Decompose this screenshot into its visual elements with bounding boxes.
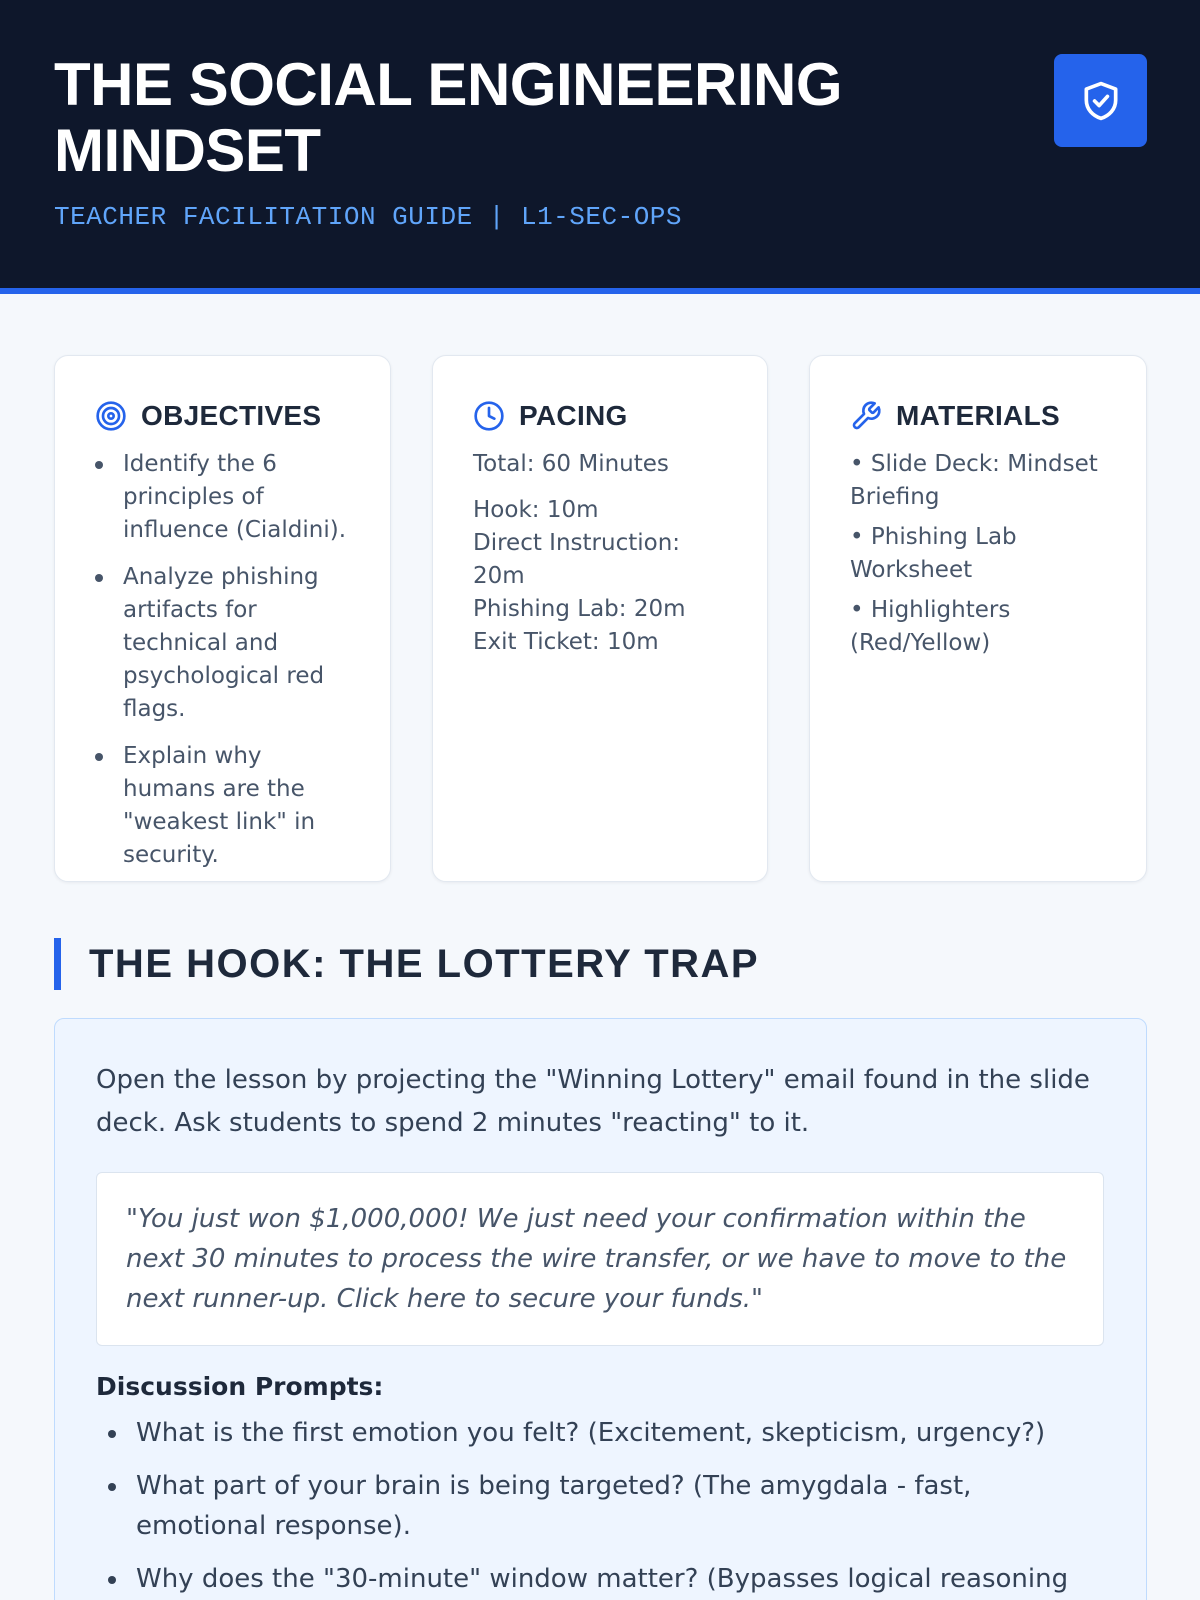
pacing-total: Total: 60 Minutes	[473, 451, 669, 477]
quote-text: "You just won $1,000,000! We just need your confirmation within the next 30 minutes to process the wire transfer, or we have to move to the next runner-up. Click here to secure your funds."	[126, 1204, 1067, 1314]
wrench-icon	[850, 400, 882, 432]
page-header	[0, 0, 1200, 294]
list-item: What is the first emotion you felt? (Excitement, skepticism, urgency?)	[96, 1413, 1104, 1453]
materials-item: • Phishing Lab Worksheet	[850, 524, 1017, 583]
target-icon	[95, 400, 127, 432]
materials-header	[850, 396, 1106, 436]
pacing-title: PACING	[519, 400, 628, 431]
pacing-header	[473, 396, 727, 436]
shield-badge	[1054, 54, 1147, 147]
pacing-item: Phishing Lab: 20m	[473, 596, 686, 622]
list-item: Why does the "30-minute" window matter? (Bypasses logical reasoning	[96, 1559, 1104, 1599]
quote-box	[96, 1172, 1104, 1346]
objectives-list	[95, 448, 350, 872]
discussion-prompts	[96, 1413, 1104, 1599]
pacing-item: Exit Ticket: 10m	[473, 629, 659, 655]
hook-section-heading	[54, 938, 759, 990]
objectives-header	[95, 396, 350, 436]
objectives-card	[54, 355, 391, 882]
hook-title: THE HOOK: THE LOTTERY TRAP	[89, 941, 760, 986]
page-title: THE SOCIAL ENGINEERING MINDSET	[54, 51, 842, 184]
page-subtitle: TEACHER FACILITATION GUIDE | L1-SEC-OPS	[54, 202, 682, 232]
clock-icon	[473, 400, 505, 432]
materials-card	[809, 355, 1147, 882]
objectives-title: OBJECTIVES	[141, 400, 322, 431]
discussion-label: Discussion Prompts:	[96, 1372, 384, 1401]
list-item: What part of your brain is being targeted? (The amygdala - fast, emotional response).	[96, 1466, 1104, 1546]
pacing-item: Hook: 10m	[473, 497, 599, 523]
pacing-item: Direct Instruction: 20m	[473, 530, 681, 589]
materials-body	[850, 448, 1106, 660]
shield-check-icon	[1079, 79, 1123, 123]
hook-intro: Open the lesson by projecting the "Winning Lottery" email found in the slide deck. Ask students to spend 2 minutes "reacting" to it.	[96, 1065, 1090, 1138]
list-item: Identify the 6 principles of influence (Cialdini).	[95, 448, 350, 547]
pacing-card	[432, 355, 768, 882]
materials-item: • Highlighters (Red/Yellow)	[850, 597, 1011, 656]
list-item: Analyze phishing artifacts for technical and psychological red flags.	[95, 561, 350, 726]
materials-item: • Slide Deck: Mindset Briefing	[850, 451, 1098, 510]
hook-panel	[54, 1018, 1147, 1600]
pacing-body	[473, 448, 727, 659]
materials-title: MATERIALS	[896, 400, 1060, 431]
list-item: Explain why humans are the "weakest link" in security.	[95, 740, 350, 872]
